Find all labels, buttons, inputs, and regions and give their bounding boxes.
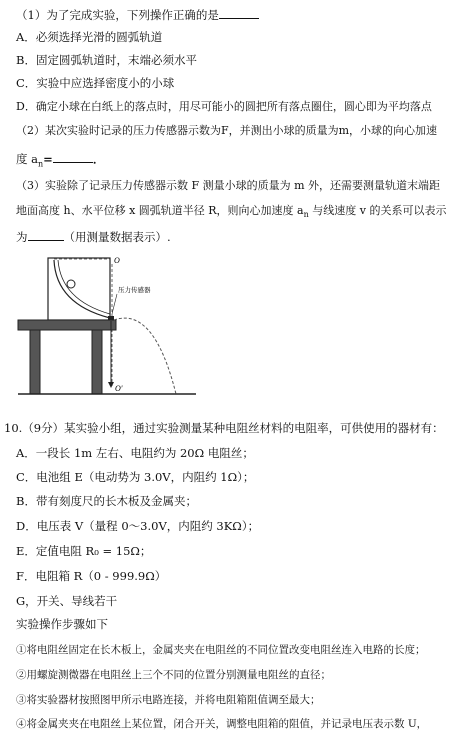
equipment-g: G，开关、导线若干 <box>16 594 118 608</box>
equipment-c: C．电池组 E（电动势为 3.0V，内阻约 1Ω）； <box>16 470 255 484</box>
question-3-line-3-suffix: （用测量数据表示）. <box>63 230 171 244</box>
question-2-line-2 <box>16 150 104 172</box>
steps-title: 实验操作步骤如下 <box>16 617 108 631</box>
answer-blank-1[interactable] <box>219 6 259 19</box>
option-a: A．必须选择光滑的圆弧轨道 <box>16 30 163 44</box>
equipment-d: D．电压表 V（量程 0～3.0V，内阻约 3KΩ）； <box>16 519 260 533</box>
question-3-line-2 <box>16 203 447 223</box>
trajectory <box>114 318 176 394</box>
equipment-e: E．定值电阻 R₀ = 15Ω； <box>16 544 152 558</box>
label-sensor: 压力传感器 <box>118 286 151 294</box>
step-4-num: ④ <box>16 718 27 730</box>
step-4 <box>16 716 427 732</box>
step-3-text: 将实验器材按照图甲所示电路连接，并将电阻箱阻值调至最大； <box>26 694 321 706</box>
question-2-line-1: （2）某次实验时记录的压力传感器示数为F，并测出小球的质量为m，小球的向心加速 <box>16 124 438 137</box>
table-top <box>18 320 116 330</box>
question-3-line-2-suffix: 与线速度 v 的关系可以表示 <box>308 204 447 217</box>
step-1 <box>16 642 426 658</box>
step-2-num: ② <box>16 669 27 681</box>
question-1-text: （1）为了完成实验，下列操作正确的是 <box>16 8 219 22</box>
step-3-num: ③ <box>16 694 27 706</box>
question-3-line-3-prefix: 为 <box>16 230 28 244</box>
arc-track-inner <box>58 260 110 314</box>
equipment-f: F．电阻箱 R（0 - 999.9Ω） <box>16 569 167 583</box>
step-3 <box>16 692 321 708</box>
height-arrow <box>108 382 114 388</box>
step-2 <box>16 667 331 683</box>
question-1 <box>16 6 259 23</box>
question-3-line-2-text: 地面高度 h、水平位移 x 圆弧轨道半径 R，则向心加速度 a <box>16 204 304 217</box>
option-d: D．确定小球在白纸上的落点时，用尽可能小的圆把所有落点圈住，圆心即为平均落点 <box>16 100 432 113</box>
table-leg-right <box>92 330 102 394</box>
answer-blank-2[interactable] <box>53 150 93 163</box>
label-o: O <box>114 256 120 265</box>
equipment-b: B．带有刻度尺的长木板及金属夹； <box>16 494 197 508</box>
question-10-intro: 10.（9分）某实验小组，通过实验测量某种电阻丝材料的电阻率，可供使用的器材有： <box>4 421 444 435</box>
step-1-text: 将电阻丝固定在长木板上，金属夹夹在电阻丝的不同位置改变电阻丝连入电路的长度； <box>26 644 426 656</box>
question-2-equals: = <box>43 152 53 166</box>
step-1-num: ① <box>16 644 27 656</box>
answer-blank-3[interactable] <box>28 228 64 241</box>
step-4-text: 将金属夹夹在电阻丝上某位置，闭合开关，调整电阻箱的阻值，并记录电压表示数 U， <box>26 718 428 730</box>
ball <box>67 280 75 288</box>
question-3-acc-sub: n <box>303 210 309 220</box>
experiment-figure <box>14 254 200 402</box>
arc-track <box>54 260 110 318</box>
label-o-prime: O' <box>115 384 123 393</box>
question-2-acc-label: 度 a <box>16 152 39 166</box>
step-2-text: 用螺旋测微器在电阻丝上三个不同的位置分别测量电阻丝的直径； <box>26 669 331 681</box>
option-c: C．实验中应选择密度小的小球 <box>16 76 175 90</box>
sensor-pointer <box>112 294 117 314</box>
equipment-a: A．一段长 1m 左右、电阻约为 20Ω 电阻丝； <box>16 446 254 460</box>
table-leg-left <box>30 330 40 394</box>
option-b: B．固定圆弧轨道时，末端必须水平 <box>16 53 197 67</box>
question-3-line-1: （3）实验除了记录压力传感器示数 F 测量小球的质量为 m 外，还需要测量轨道末端距 <box>16 179 441 192</box>
question-3-line-3 <box>16 228 171 245</box>
question-2-acc-sub: n <box>38 159 44 169</box>
question-2-end: ． <box>92 152 105 166</box>
